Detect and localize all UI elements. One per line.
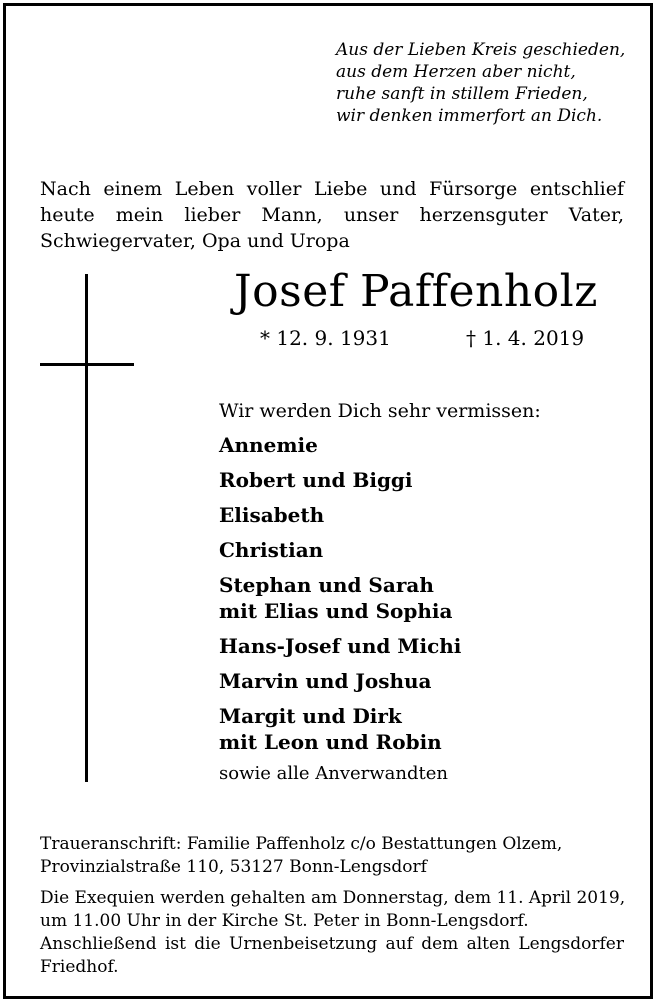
birth-date: * 12. 9. 1931 xyxy=(260,326,391,350)
service-line: Anschließend ist die Urnenbeisetzung auf dem alten Lengsdorfer xyxy=(40,934,624,954)
poem-line: wir denken immerfort an Dich. xyxy=(336,106,603,126)
service-line: Die Exequien werden gehalten am Donnerstag, dem 11. April 2019, xyxy=(40,888,626,908)
mourner-name: Stephan und Sarah xyxy=(219,573,434,597)
mourning-address xyxy=(40,833,562,879)
poem-line: ruhe sanft in stillem Frieden, xyxy=(336,84,588,104)
mourner-name: Margit und Dirk xyxy=(219,704,402,728)
deceased-name: Josef Paffenholz xyxy=(234,266,598,317)
memorial-poem xyxy=(336,39,625,127)
service-info xyxy=(40,887,624,979)
cross-icon xyxy=(85,274,88,782)
intro-line: Nach einem Leben voller Liebe und Fürsorge entschlief xyxy=(40,178,624,200)
cross-icon-bar xyxy=(40,363,134,366)
mourner-group xyxy=(219,537,541,563)
intro-text xyxy=(40,176,624,254)
mourner-name: mit Elias und Sophia xyxy=(219,599,453,623)
intro-line: heute mein lieber Mann, unser herzensguter Vater, xyxy=(40,204,624,226)
address-line: Traueranschrift: Familie Paffenholz c/o Bestattungen Olzem, xyxy=(40,834,563,854)
mourner-name: Elisabeth xyxy=(219,503,325,527)
mourner-group xyxy=(219,703,541,755)
mourners-list xyxy=(219,398,541,786)
address-line: Provinzialstraße 110, 53127 Bonn-Lengsdorf xyxy=(40,857,427,877)
poem-line: Aus der Lieben Kreis geschieden, xyxy=(336,40,626,60)
mourner-group xyxy=(219,502,541,528)
mourners-footer: sowie alle Anverwandten xyxy=(219,763,448,784)
death-date: † 1. 4. 2019 xyxy=(466,326,585,350)
mourner-name: Christian xyxy=(219,538,324,562)
mourner-name: Annemie xyxy=(219,433,318,457)
mourner-group xyxy=(219,668,541,694)
mourner-name: Robert und Biggi xyxy=(219,468,413,492)
mourner-group xyxy=(219,432,541,458)
intro-line: Schwiegervater, Opa und Uropa xyxy=(40,230,350,252)
mourners-heading: Wir werden Dich sehr vermissen: xyxy=(219,400,541,422)
mourner-group xyxy=(219,633,541,659)
poem-line: aus dem Herzen aber nicht, xyxy=(336,62,576,82)
service-line: um 11.00 Uhr in der Kirche St. Peter in Bonn-Lengsdorf. xyxy=(40,911,529,931)
obituary-frame xyxy=(3,3,653,999)
mourner-name: Hans-Josef und Michi xyxy=(219,634,462,658)
mourner-name: Marvin und Joshua xyxy=(219,669,432,693)
service-line: Friedhof. xyxy=(40,957,119,977)
mourner-group xyxy=(219,467,541,493)
mourner-group xyxy=(219,572,541,624)
mourner-name: mit Leon und Robin xyxy=(219,730,442,754)
